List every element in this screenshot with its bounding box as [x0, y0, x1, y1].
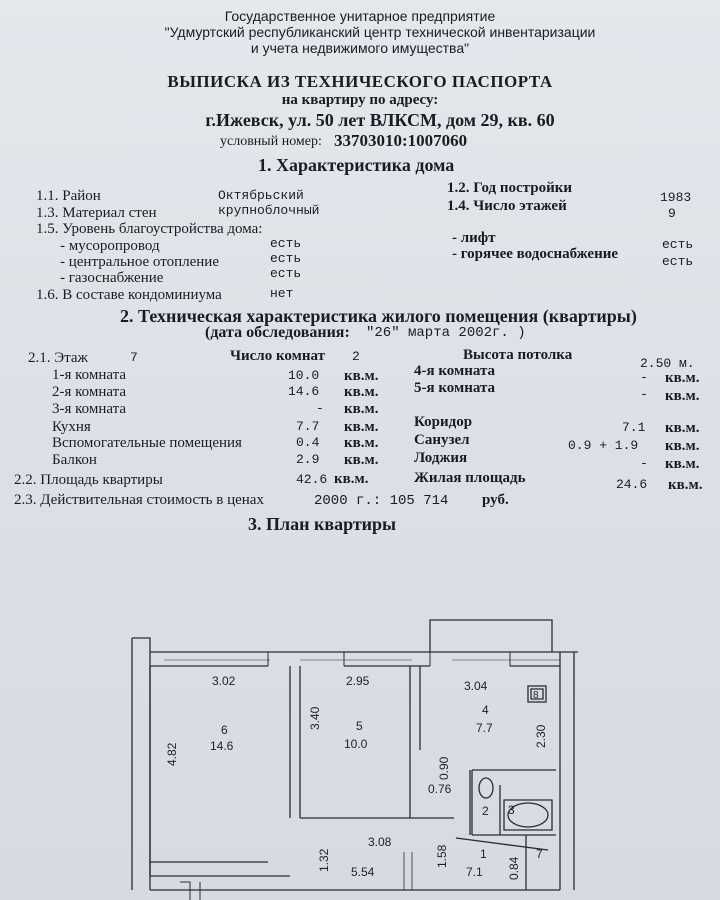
area-label: 2.2. Площадь квартиры — [14, 472, 163, 488]
room7-number: 7 — [536, 847, 543, 861]
district-label: 1.1. Район — [36, 188, 101, 204]
kitchen-label: Кухня — [52, 419, 91, 435]
dim-height-room4: 2.30 — [534, 724, 548, 748]
ceiling-label: Высота потолка — [463, 347, 573, 363]
room2-unit: кв.м. — [344, 384, 379, 400]
section1-title: 1. Характеристика дома — [258, 155, 455, 175]
corridor-label: Коридор — [414, 414, 473, 430]
org-line-3: и учета недвижимого имущества" — [250, 40, 470, 56]
aux-label: Вспомогательные помещения — [52, 435, 242, 451]
room3-label: 3-я комната — [52, 401, 127, 417]
dim-room7: 0.84 — [507, 856, 521, 880]
room2-label: 2-я комната — [52, 384, 127, 400]
walls-value: крупноблочный — [218, 203, 320, 218]
hotwater-value: есть — [662, 254, 694, 269]
hotwater-label: - горячее водоснабжение — [452, 246, 619, 262]
room2-number: 2 — [482, 804, 489, 818]
cond-number-label: условный номер: — [220, 134, 322, 149]
living-value: 24.6 — [616, 477, 648, 492]
floor-value: 7 — [130, 350, 138, 365]
walls-label: 1.3. Материал стен — [36, 205, 157, 221]
lift-label: - лифт — [452, 230, 496, 246]
ceiling-value: 2.50 м. — [640, 356, 695, 371]
balcony-unit: кв.м. — [344, 452, 379, 468]
survey-date: "26" марта 2002г. ) — [366, 325, 526, 341]
district-value: Октябрьский — [218, 188, 304, 203]
room4-label: 4-я комната — [414, 363, 496, 379]
rooms-label: Число комнат — [230, 348, 325, 364]
room4-number: 4 — [482, 703, 489, 717]
room1-value: 10.0 — [288, 368, 320, 383]
dim-width-room5: 2.95 — [346, 674, 370, 688]
room5-number: 5 — [356, 719, 363, 733]
floors-label: 1.4. Число этажей — [447, 198, 567, 214]
cost-label: 2.3. Действительная стоимость в ценах — [14, 492, 264, 508]
floors-value: 9 — [668, 206, 676, 221]
room4-area: 7.7 — [476, 721, 493, 735]
bath-label: Санузел — [414, 432, 470, 448]
dim-corridor-3: 5.54 — [351, 865, 375, 879]
room5-unit: кв.м. — [665, 388, 700, 404]
room3-unit: кв.м. — [344, 401, 379, 417]
area-unit: кв.м. — [334, 471, 369, 487]
bath-value: 0.9 + 1.9 — [568, 438, 639, 453]
amenities-label: 1.5. Уровень благоустройства дома: — [36, 221, 263, 237]
loggia-value: - — [640, 456, 648, 471]
loggia-unit: кв.м. — [665, 456, 700, 472]
rooms-value: 2 — [352, 349, 360, 364]
bath-unit: кв.м. — [665, 438, 700, 454]
address: г.Ижевск, ул. 50 лет ВЛКСМ, дом 29, кв. 60 — [205, 110, 555, 130]
survey-date-prefix: (дата обследования: — [205, 324, 350, 341]
lift-value: есть — [662, 237, 694, 252]
dim-width-room4: 3.04 — [464, 679, 488, 693]
room1-area: 7.1 — [466, 865, 483, 879]
year-label: 1.2. Год постройки — [447, 180, 573, 196]
room4-unit: кв.м. — [665, 370, 700, 386]
room5-area: 10.0 — [344, 737, 368, 751]
living-unit: кв.м. — [668, 477, 703, 493]
room2-value: 14.6 — [288, 384, 320, 399]
balcony-value: 2.9 — [296, 452, 320, 467]
heating-label: - центральное отопление — [60, 254, 219, 270]
corridor-value: 7.1 — [622, 420, 646, 435]
balcony-label: Балкон — [52, 452, 97, 468]
dim-width-room6: 3.02 — [212, 674, 236, 688]
document-title: ВЫПИСКА ИЗ ТЕХНИЧЕСКОГО ПАСПОРТА — [167, 72, 553, 91]
cost-unit: руб. — [482, 492, 509, 508]
year-value: 1983 — [660, 190, 692, 205]
cond-number: 33703010:1007060 — [334, 131, 468, 150]
room1-unit: кв.м. — [344, 368, 379, 384]
dim-corridor-4: 1.58 — [435, 844, 449, 868]
dim-door-1: 0.90 — [437, 756, 451, 780]
aux-unit: кв.м. — [344, 435, 379, 451]
garbage-value: есть — [270, 236, 302, 251]
document-subtitle: на квартиру по адресу: — [281, 92, 439, 108]
room3-value: - — [316, 401, 324, 416]
area-value: 42.6 — [296, 472, 328, 487]
kitchen-unit: кв.м. — [344, 419, 379, 435]
kitchen-value: 7.7 — [296, 419, 320, 434]
room1-label: 1-я комната — [52, 367, 127, 383]
org-line-1: Государственное унитарное предприятие — [224, 8, 496, 24]
org-line-2: "Удмуртский республиканский центр технической инвентаризации — [164, 24, 596, 40]
heating-value: есть — [270, 251, 302, 266]
stove-number: 8 — [533, 690, 539, 701]
condo-label: 1.6. В составе кондоминиума — [36, 287, 222, 303]
corridor-unit: кв.м. — [665, 420, 700, 436]
dim-corridor-2: 3.08 — [368, 835, 392, 849]
section3-title: 3. План квартиры — [248, 514, 397, 534]
room6-area: 14.6 — [210, 739, 234, 753]
room5-label: 5-я комната — [414, 380, 496, 396]
floor-plan — [0, 590, 720, 900]
dim-height-room6: 4.82 — [165, 742, 179, 766]
dim-door-2: 0.76 — [428, 782, 452, 796]
aux-value: 0.4 — [296, 435, 320, 450]
dim-height-room5: 3.40 — [308, 706, 322, 730]
room4-value: - — [640, 370, 648, 385]
cost-value: 2000 г.: 105 714 — [314, 493, 449, 509]
gas-label: - газоснабжение — [60, 270, 164, 286]
loggia-label: Лоджия — [414, 450, 468, 466]
dim-corridor-1: 1.32 — [317, 848, 331, 872]
room3-number: 3 — [508, 803, 515, 817]
room5-value: - — [640, 387, 648, 402]
living-label: Жилая площадь — [414, 470, 526, 486]
room1-number: 1 — [480, 847, 487, 861]
floor-label: 2.1. Этаж — [28, 350, 88, 366]
gas-value: есть — [270, 266, 302, 281]
condo-value: нет — [270, 286, 294, 301]
room6-number: 6 — [221, 723, 228, 737]
section2-title: 2. Техническая характеристика жилого помещения (квартиры) — [120, 306, 637, 326]
garbage-label: - мусоропровод — [60, 238, 160, 254]
